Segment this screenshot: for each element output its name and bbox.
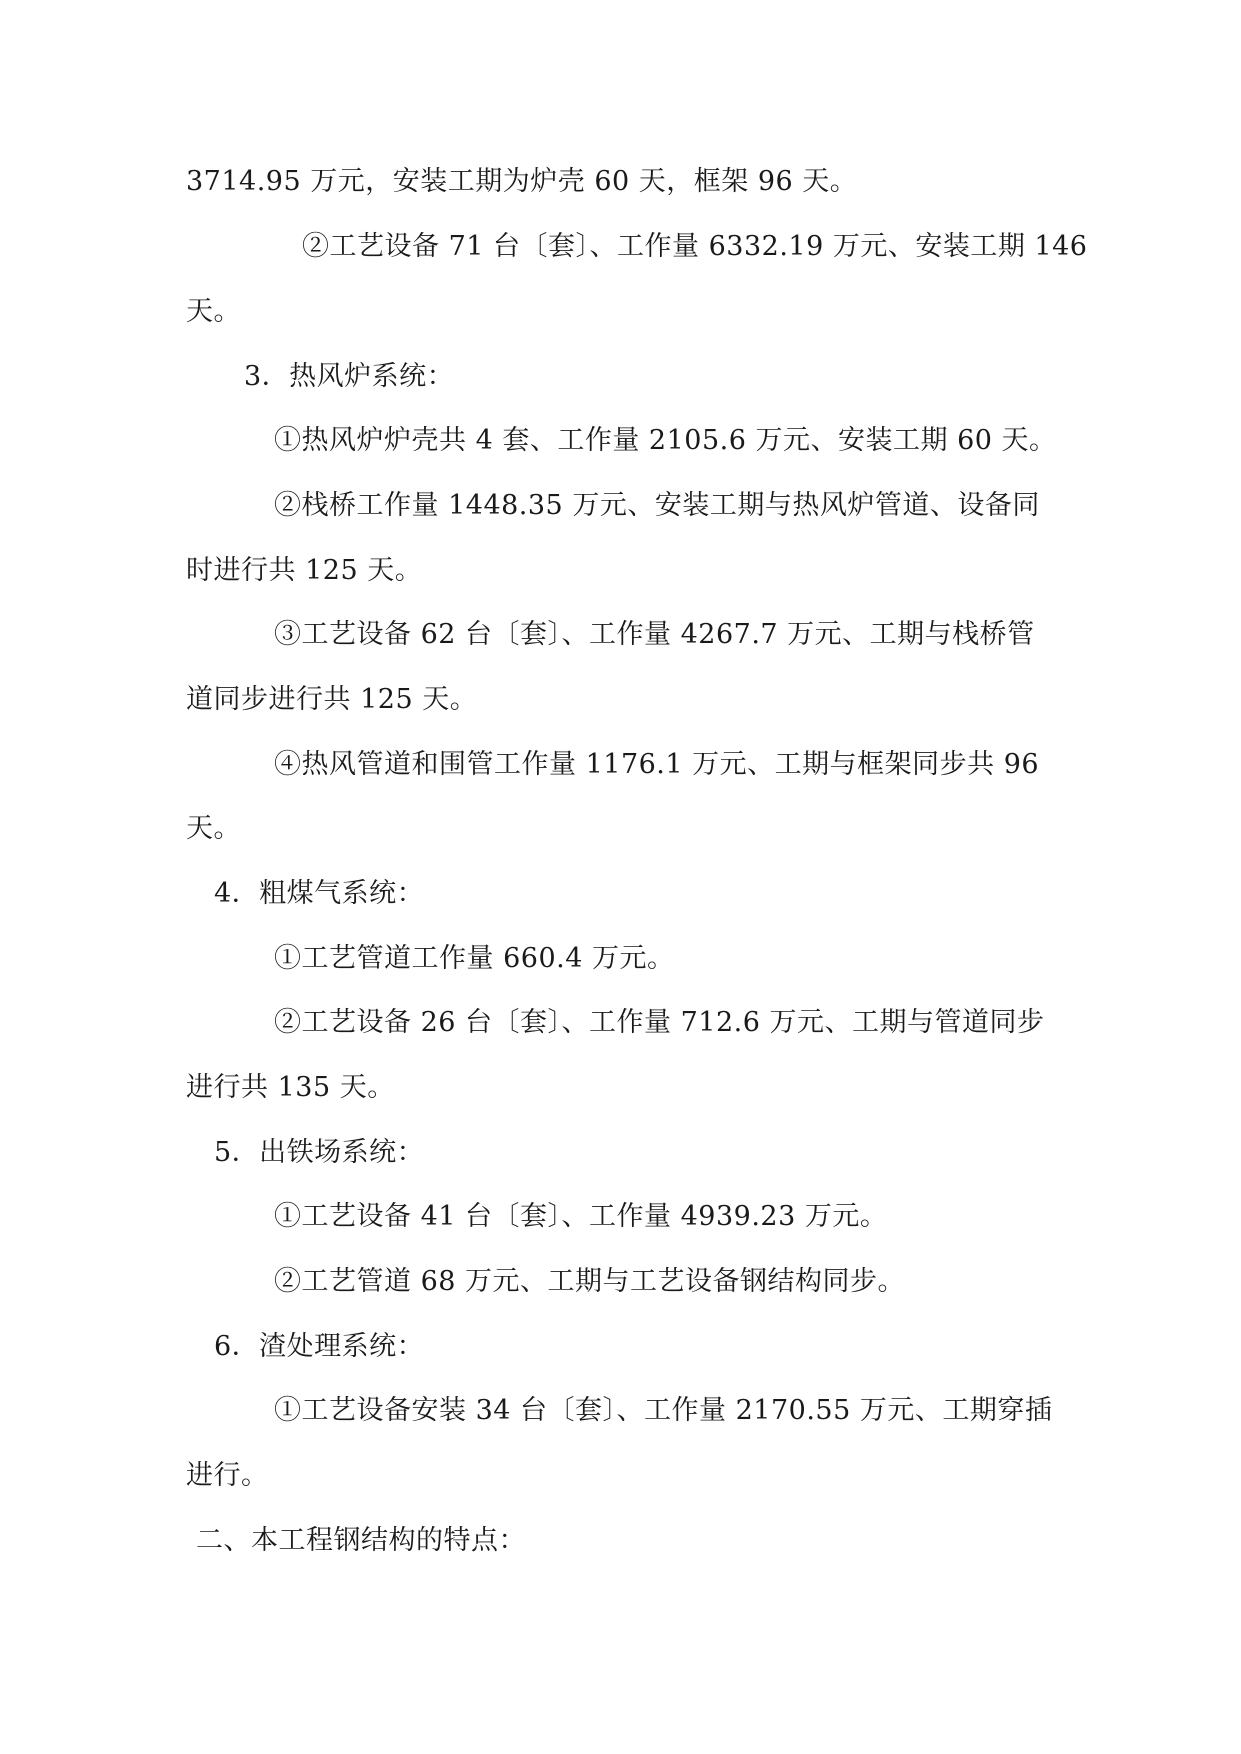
text-line: 进行共 135 天。 (186, 1072, 395, 1103)
text-line: ①热风炉炉壳共 4 套、工作量 2105.6 万元、安装工期 60 天。 (274, 425, 1057, 456)
text-line: 3714.95 万元，安装工期为炉壳 60 天，框架 96 天。 (186, 166, 858, 197)
text-line: ④热风管道和围管工作量 1176.1 万元、工期与框架同步共 96 (274, 749, 1040, 780)
text-line: ②栈桥工作量 1448.35 万元、安装工期与热风炉管道、设备同 (274, 490, 1040, 521)
section-heading: 3．热风炉系统： (244, 361, 455, 392)
text-line: 时进行共 125 天。 (186, 555, 423, 586)
text-line: 天。 (186, 296, 241, 327)
text-line: 道同步进行共 125 天。 (186, 684, 478, 715)
chapter-heading: 二、本工程钢结构的特点： (196, 1525, 526, 1556)
text-line: ①工艺管道工作量 660.4 万元。 (274, 943, 675, 974)
text-line: ①工艺设备安装 34 台〔套〕、工作量 2170.55 万元、工期穿插 (274, 1395, 1053, 1426)
text-line: 天。 (186, 813, 241, 844)
text-line: ③工艺设备 62 台〔套〕、工作量 4267.7 万元、工期与栈桥管 (274, 619, 1035, 650)
text-line: ②工艺设备 26 台〔套〕、工作量 712.6 万元、工期与管道同步 (274, 1007, 1045, 1038)
text-line: ②工艺管道 68 万元、工期与工艺设备钢结构同步。 (274, 1266, 906, 1297)
section-heading: 6．渣处理系统： (214, 1331, 425, 1362)
section-heading: 5．出铁场系统： (214, 1137, 425, 1168)
text-line: 进行。 (186, 1460, 269, 1491)
section-heading: 4．粗煤气系统： (214, 878, 425, 909)
text-line: ①工艺设备 41 台〔套〕、工作量 4939.23 万元。 (274, 1201, 888, 1232)
text-line: ②工艺设备 71 台〔套〕、工作量 6332.19 万元、安装工期 146 (302, 231, 1088, 262)
